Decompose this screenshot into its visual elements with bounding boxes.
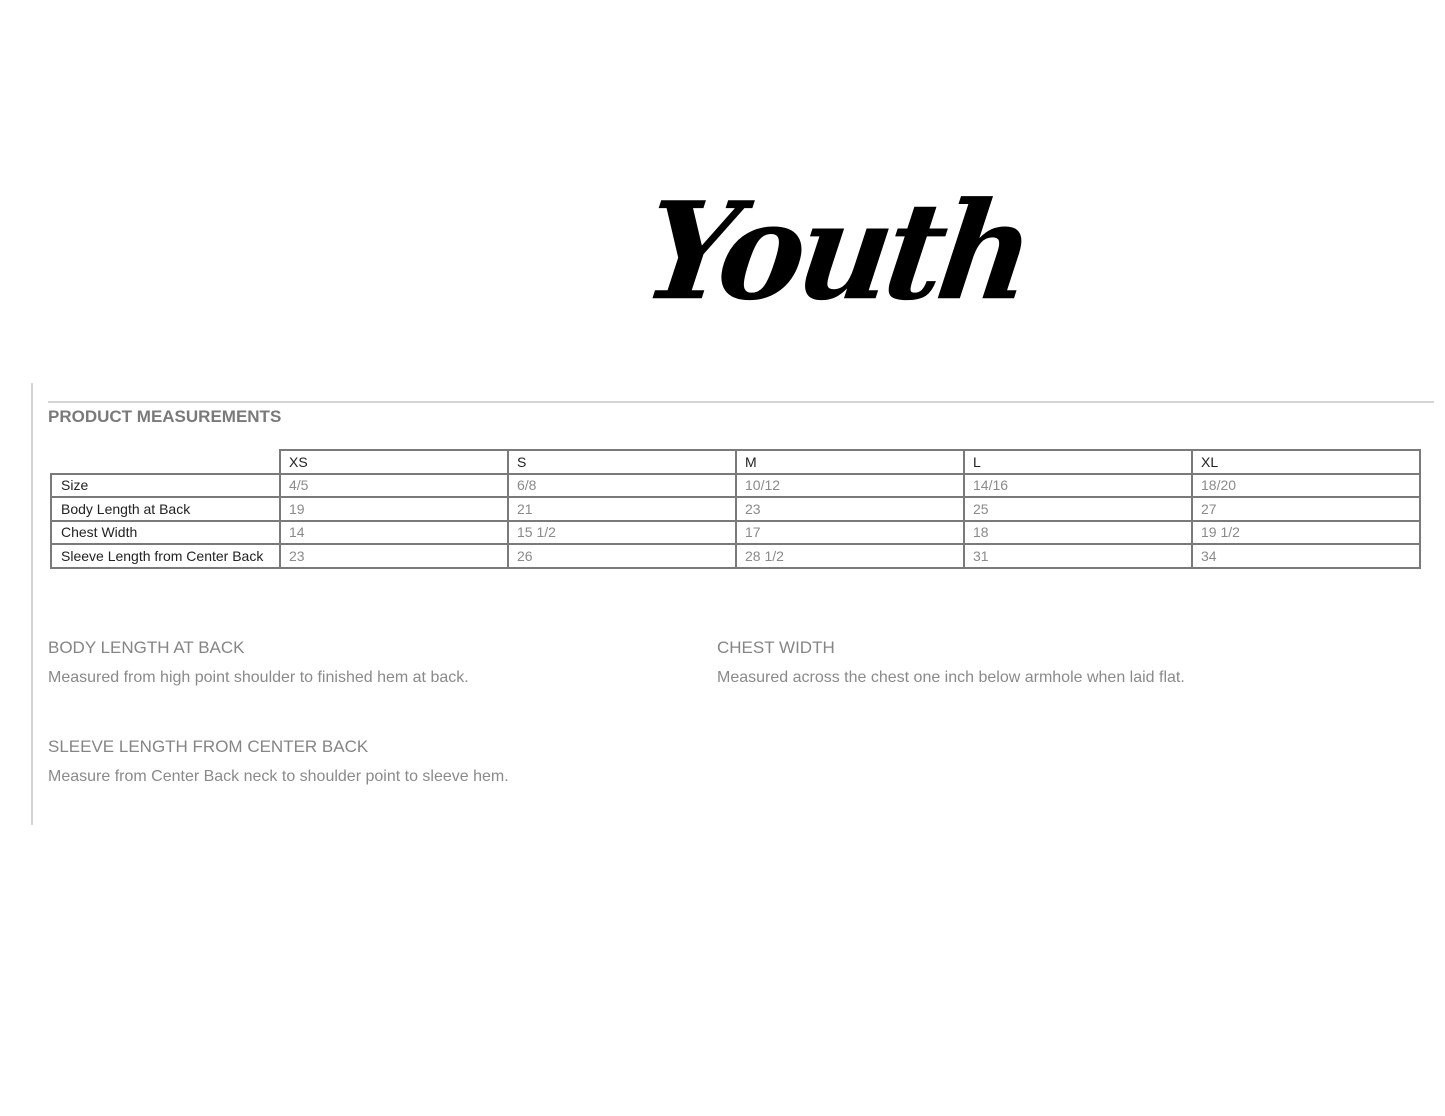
sleeve-length-note-text: Measure from Center Back neck to shoulder point to sleeve hem.: [48, 768, 509, 785]
table-cell: 17: [736, 521, 964, 545]
table-cell: 27: [1192, 497, 1420, 521]
row-label: Body Length at Back: [51, 497, 280, 521]
table-header-row: [51, 450, 1420, 474]
table-cell: 34: [1192, 544, 1420, 568]
table-cell: 21: [508, 497, 736, 521]
table-cell: 19: [280, 497, 508, 521]
section-heading: PRODUCT MEASUREMENTS: [48, 407, 282, 426]
table-row: [51, 497, 1420, 521]
table-row: [51, 544, 1420, 568]
chest-width-note-title: CHEST WIDTH: [717, 638, 835, 657]
table-cell: 19 1/2: [1192, 521, 1420, 545]
chest-width-note-text: Measured across the chest one inch below armhole when laid flat.: [717, 669, 1185, 686]
table-cell: 18: [964, 521, 1192, 545]
youth-title-text: Youth: [634, 173, 1039, 331]
table-cell: 31: [964, 544, 1192, 568]
row-label: Chest Width: [51, 521, 280, 545]
table-corner-cell: [51, 450, 280, 474]
column-header: S: [508, 450, 736, 474]
table-cell: 23: [736, 497, 964, 521]
table-cell: 14/16: [964, 474, 1192, 498]
table-cell: 6/8: [508, 474, 736, 498]
body-length-note-title: BODY LENGTH AT BACK: [48, 638, 245, 657]
table-cell: 25: [964, 497, 1192, 521]
youth-script-title: [0, 173, 1445, 331]
table-cell: 15 1/2: [508, 521, 736, 545]
table-cell: 28 1/2: [736, 544, 964, 568]
table-cell: 26: [508, 544, 736, 568]
body-length-note-text: Measured from high point shoulder to finished hem at back.: [48, 669, 469, 686]
column-header: M: [736, 450, 964, 474]
table-cell: 14: [280, 521, 508, 545]
section-divider: [48, 401, 1434, 403]
table-row: [51, 521, 1420, 545]
column-header: L: [964, 450, 1192, 474]
row-label: Sleeve Length from Center Back: [51, 544, 280, 568]
row-label: Size: [51, 474, 280, 498]
column-header: XS: [280, 450, 508, 474]
size-chart-table: [50, 449, 1421, 569]
sleeve-length-note-title: SLEEVE LENGTH FROM CENTER BACK: [48, 737, 369, 756]
table-cell: 4/5: [280, 474, 508, 498]
table-cell: 18/20: [1192, 474, 1420, 498]
table-cell: 23: [280, 544, 508, 568]
table-cell: 10/12: [736, 474, 964, 498]
table-row: [51, 474, 1420, 498]
column-header: XL: [1192, 450, 1420, 474]
